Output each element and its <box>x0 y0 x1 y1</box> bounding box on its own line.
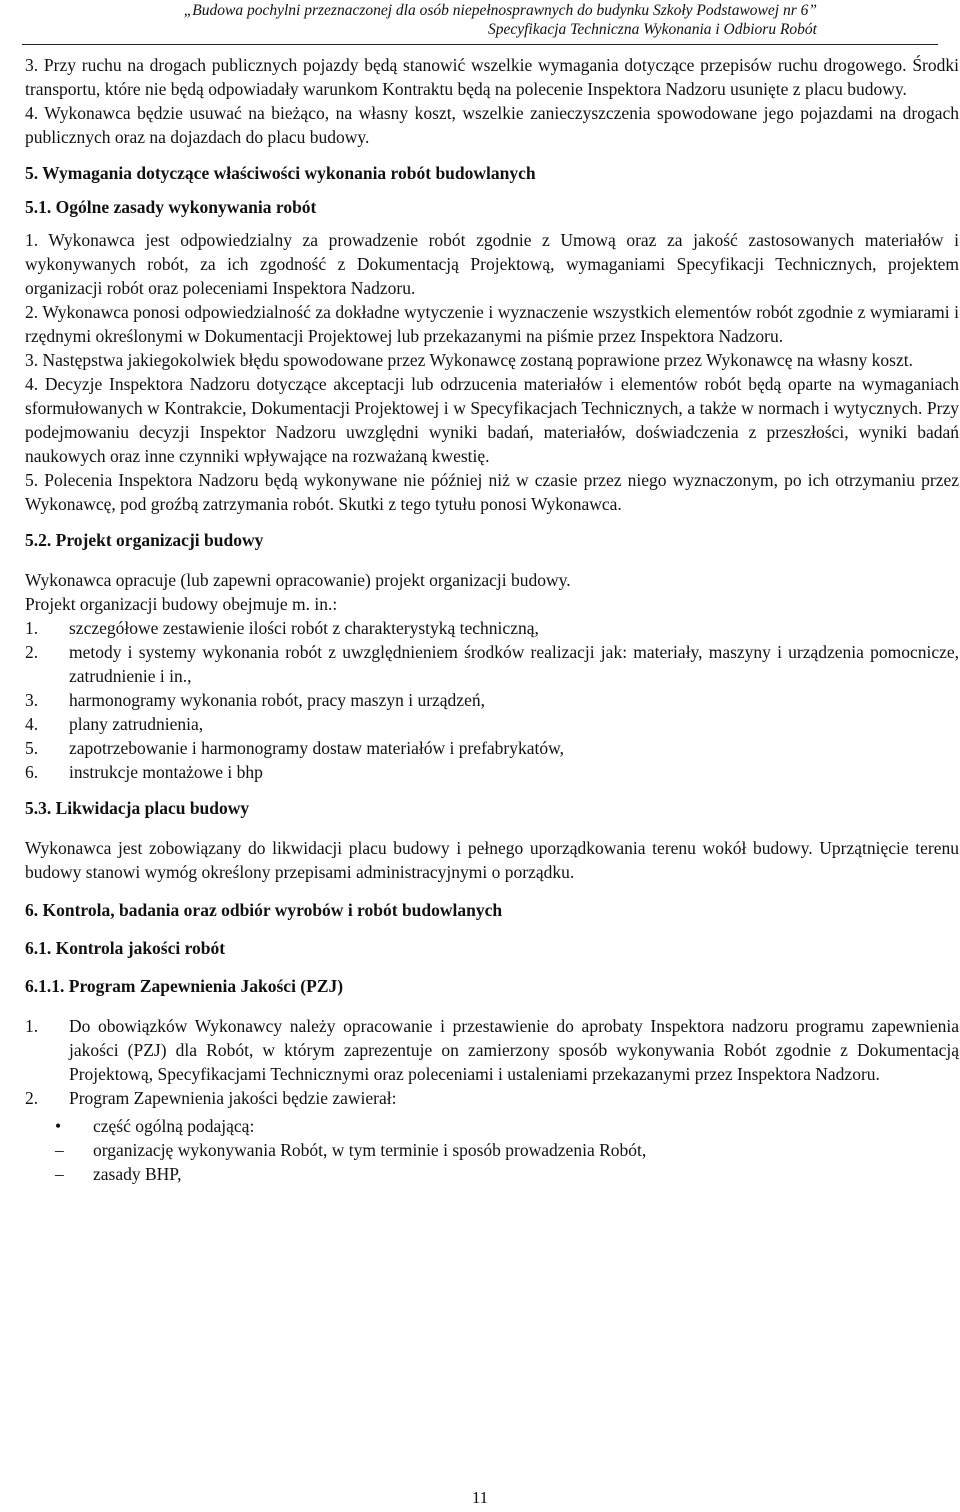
heading-5-1: 5.1. Ogólne zasady wykonywania robót <box>25 197 317 217</box>
list-item: 4. plany zatrudnienia, <box>25 714 204 734</box>
list-item: 4. Decyzje Inspektora Nadzoru dotyczące akceptacji lub odrzucenia materiałów i elementów robót będą oparte na wymaganiach sformułowanych w Kontrakcie, Dokumentacji Projektowej i w Specyfikacjach Technicznych, a także w normach i wytycznych. Przy podejmowaniu decyzji Inspektor Nadzoru uwzględni wyniki badań, materiałów, doświadczenia z przeszłości, wyniki badań naukowych oraz inne czynniki wpływające na rozważaną kwestię. <box>25 374 959 466</box>
page-header <box>0 0 960 46</box>
section-5-3-text: Wykonawca jest zobowiązany do likwidacji placu budowy i pełnego uporządkowania terenu wokół budowy. Uprzątnięcie terenu budowy stanowi wymóg określony przepisami administracyjnymi o porządku. <box>25 838 959 882</box>
list-item: 3. harmonogramy wykonania robót, pracy maszyn i urządzeń, <box>25 690 485 710</box>
list-item: 6. instrukcje montażowe i bhp <box>25 762 263 782</box>
header-document-title: Specyfikacja Techniczna Wykonania i Odbioru Robót <box>487 21 817 38</box>
heading-5-3: 5.3. Likwidacja placu budowy <box>25 798 250 818</box>
heading-5-2: 5.2. Projekt organizacji budowy <box>25 530 264 550</box>
heading-6-1-1: 6.1.1. Program Zapewnienia Jakości (PZJ) <box>25 976 344 996</box>
list-item: 1. Wykonawca jest odpowiedzialny za prowadzenie robót zgodnie z Umową oraz za jakość zastosowanych materiałów i wykonywanych robót, za ich zgodność z Dokumentacją Projektową, wymaganiami Specyfikacji Technicznych, projektem organizacji robót oraz poleceniami Inspektora Nadzoru. <box>25 230 959 298</box>
paragraph-top-4: 4. Wykonawca będzie usuwać na bieżąco, na własny koszt, wszelkie zanieczyszczenia spowodowane jego pojazdami na drogach publicznych oraz na dojazdach do placu budowy. <box>25 103 959 147</box>
section-5-2-intro: Wykonawca opracuje (lub zapewni opracowanie) projekt organizacji budowy. <box>25 570 571 590</box>
section-6-1-1-list <box>25 1014 959 1110</box>
heading-6-1: 6.1. Kontrola jakości robót <box>25 938 226 958</box>
list-item: 2. Program Zapewnienia jakości będzie zawierał: <box>25 1088 397 1108</box>
document-body <box>25 53 959 1186</box>
list-item: 5. zapotrzebowanie i harmonogramy dostaw materiałów i prefabrykatów, <box>25 738 564 758</box>
section-5-1-list <box>25 228 959 516</box>
header-rule <box>22 44 938 45</box>
bullet-item: – organizację wykonywania Robót, w tym terminie i sposób prowadzenia Robót, <box>55 1140 647 1160</box>
list-item: 2. Wykonawca ponosi odpowiedzialność za dokładne wytyczenie i wyznaczenie wszystkich elementów robót zgodnie z wymiarami i rzędnymi określonymi w Dokumentacji Projektowej lub przekazanymi na piśmie przez Inspektora Nadzoru. <box>25 302 959 346</box>
bullet-list <box>25 1114 959 1186</box>
page-number: 11 <box>471 1488 489 1507</box>
bullet-item: – zasady BHP, <box>55 1164 182 1184</box>
heading-5: 5. Wymagania dotyczące właściwości wykonania robót budowlanych <box>25 163 536 183</box>
list-item: 3. Następstwa jakiegokolwiek błędu spowodowane przez Wykonawcę zostaną poprawione przez Wykonawcę na własny koszt. <box>25 350 913 370</box>
list-item: 2. metody i systemy wykonania robót z uwzględnieniem środków realizacji jak: materiały, maszyny i urządzenia pomocnicze, zatrudnienie i in., <box>25 642 959 686</box>
list-item: 1. szczegółowe zestawienie ilości robót z charakterystyką techniczną, <box>25 618 539 638</box>
section-5-2-list <box>25 616 959 784</box>
list-item: 1. Do obowiązków Wykonawcy należy opracowanie i przestawienie do aprobaty Inspektora nadzoru programu zapewnienia jakości (PZJ) dla Robót, w którym zaprezentuje on zamierzony sposób wykonywania Robót zgodnie z Dokumentacją Projektową, Specyfikacjami Technicznymi oraz poleceniami i ustaleniami przekazanymi przez Inspektora Nadzoru. <box>25 1016 959 1084</box>
paragraph-top-3: 3. Przy ruchu na drogach publicznych pojazdy będą stanowić wszelkie wymagania dotyczące przepisów ruchu drogowego. Środki transportu, które nie będą odpowiadały warunkom Kontraktu będą na polecenie Inspektora Nadzoru usunięte z placu budowy. <box>25 55 959 99</box>
bullet-item: • część ogólną podającą: <box>55 1116 255 1136</box>
list-item: 5. Polecenia Inspektora Nadzoru będą wykonywane nie później niż w czasie przez niego wyznaczonym, po ich otrzymaniu przez Wykonawcę, pod groźbą zatrzymania robót. Skutki z tego tytułu ponosi Wykonawca. <box>25 470 959 514</box>
heading-6: 6. Kontrola, badania oraz odbiór wyrobów i robót budowlanych <box>25 900 503 920</box>
header-project-title: „Budowa pochylni przeznaczonej dla osób niepełnosprawnych do budynku Szkoły Podstawowej nr 6” <box>183 2 817 19</box>
section-5-2-intro-2: Projekt organizacji budowy obejmuje m. in.: <box>25 594 338 614</box>
